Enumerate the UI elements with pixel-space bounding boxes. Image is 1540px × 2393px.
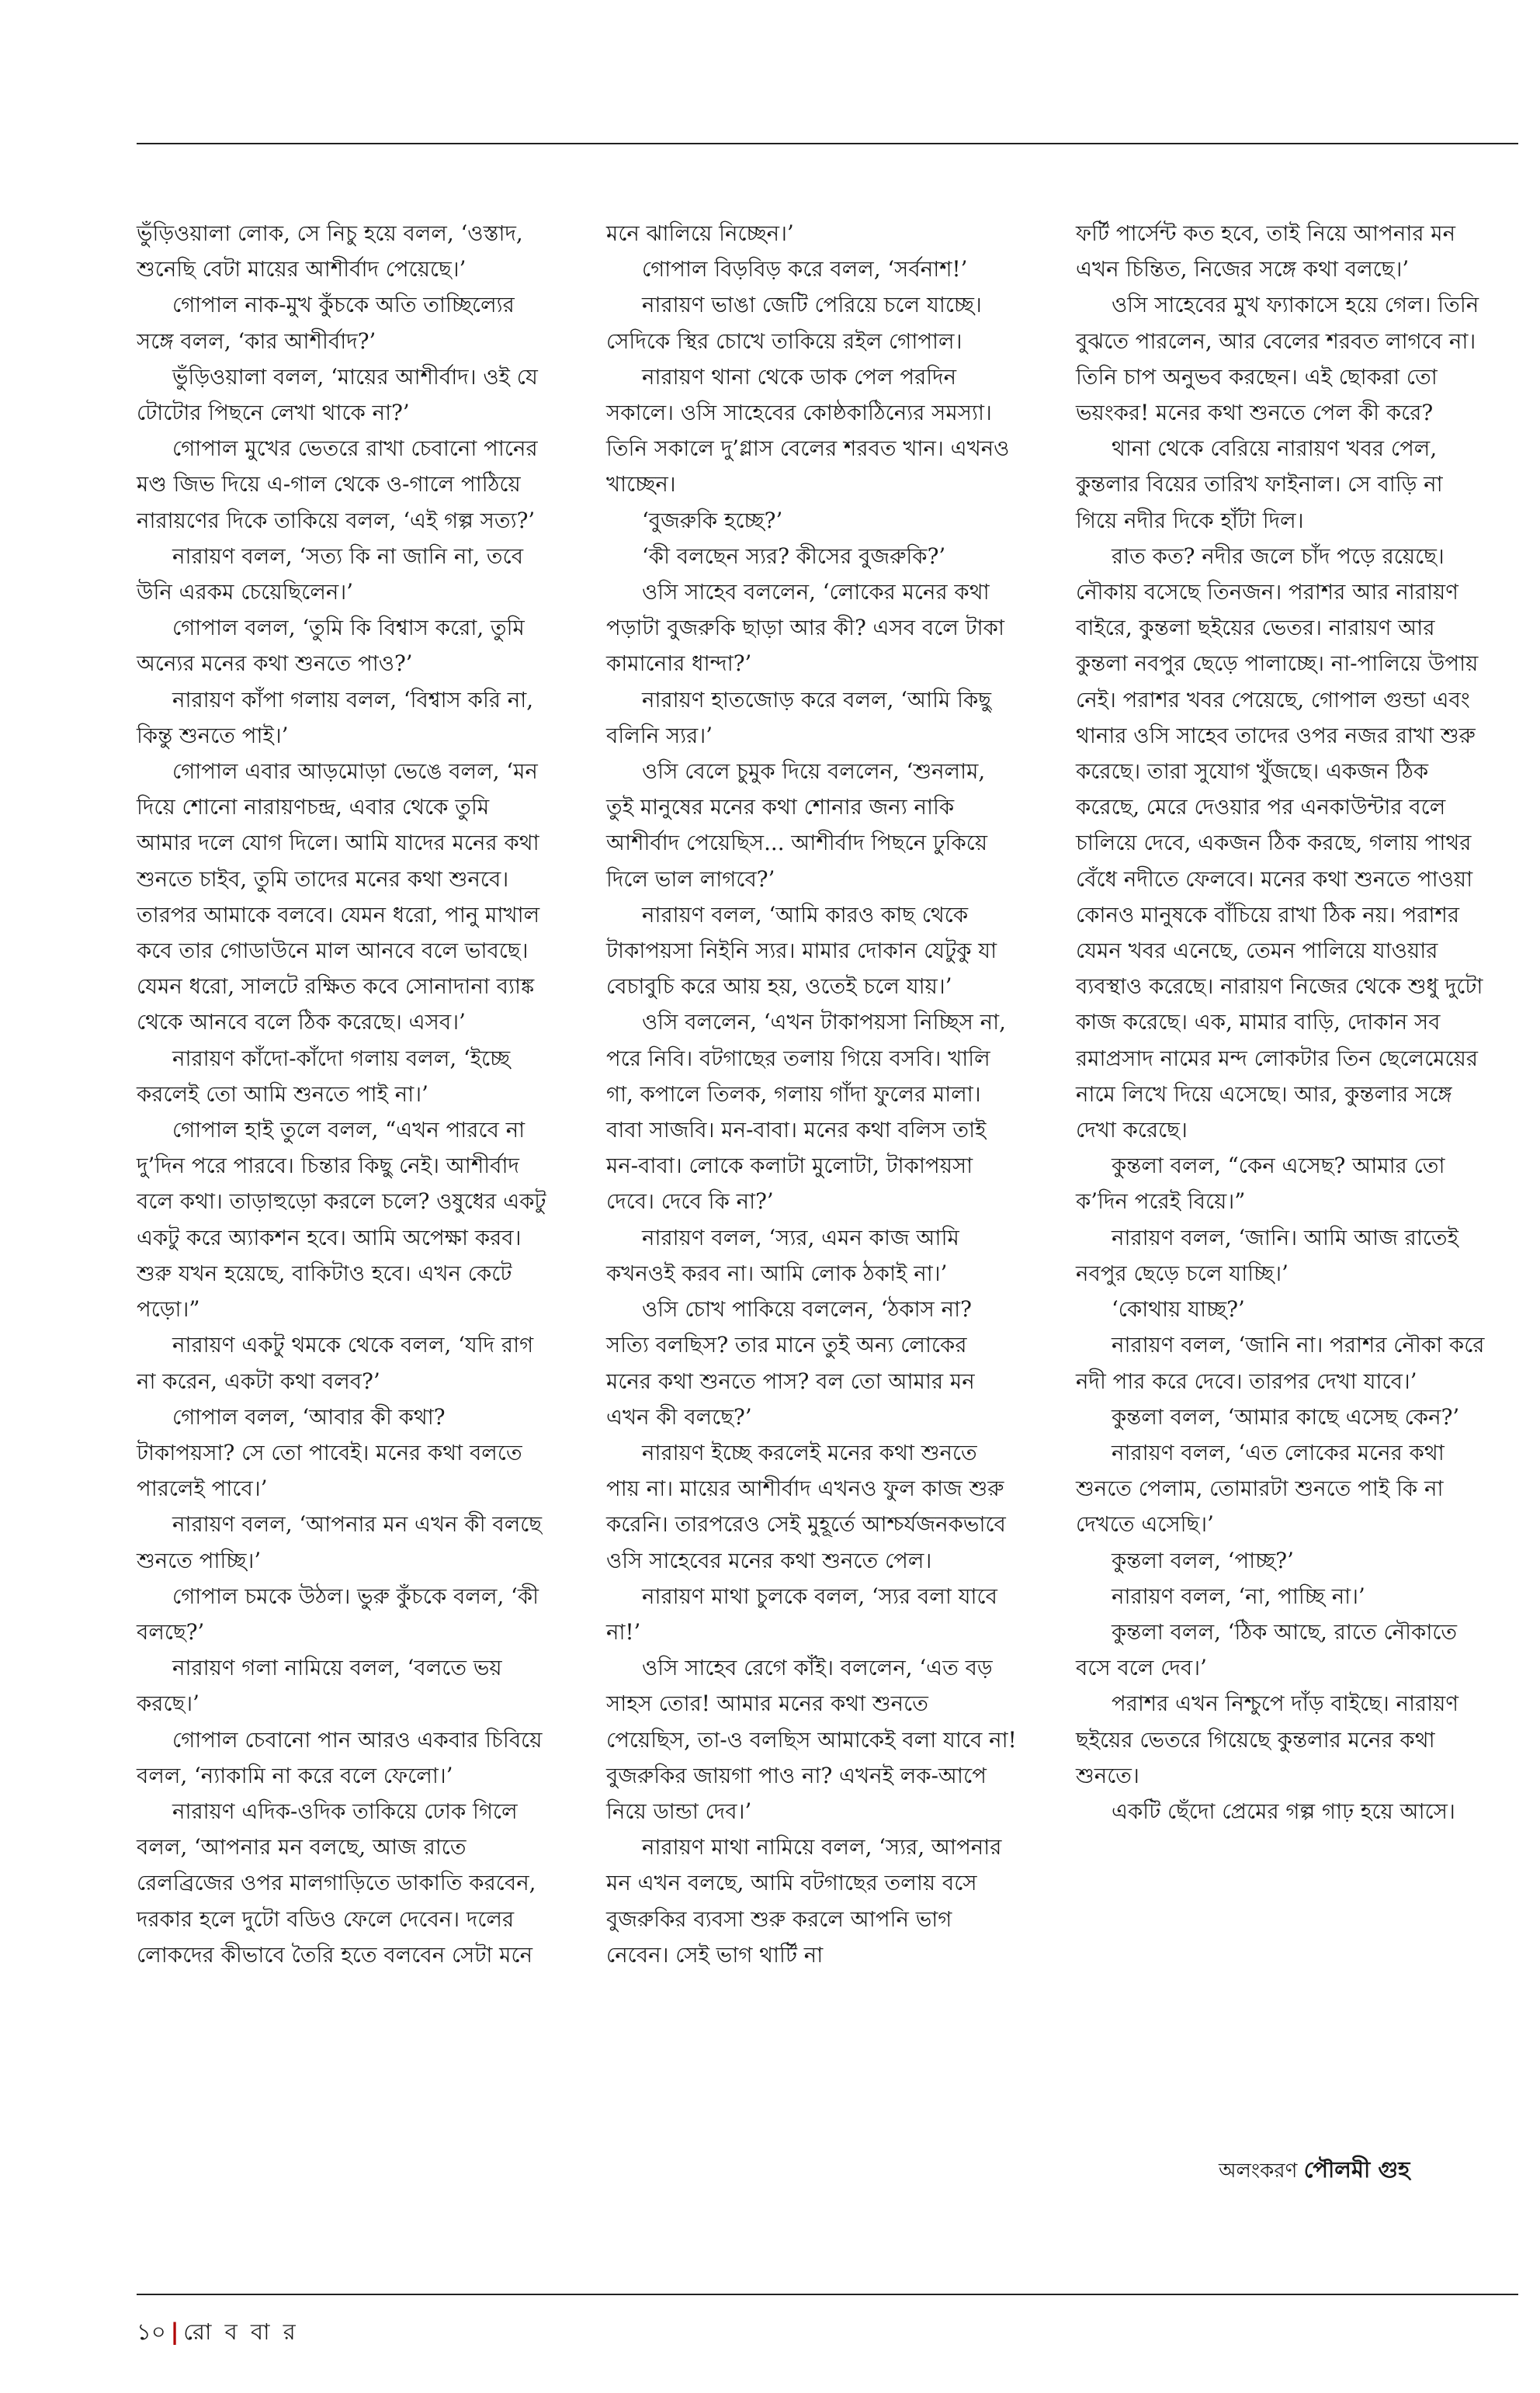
- credit-label: অলংকরণ: [1219, 2159, 1298, 2183]
- paragraph: নারায়ণ ভাঙা জেটি পেরিয়ে চলে যাচ্ছে। সেদিকে স্থির চোখে তাকিয়ে রইল গোপাল।: [606, 292, 982, 354]
- paragraph: নারায়ণ বলল, ‘আমি কারও কাছ থেকে টাকাপয়সা নিইনি স্যর। মামার দোকান যেটুকু যা বেচাবুচি করে আয় হয়, ওতেই চলে যায়।’: [606, 901, 997, 1000]
- paragraph: ওসি সাহেব বললেন, ‘লোকের মনের কথা পড়াটা বুজরুকি ছাড়া আর কী? এসব বলে টাকা কামানোর ধান্দা?’: [606, 579, 1004, 677]
- paragraph: ওসি সাহেব রেগে কাঁই। বললেন, ‘এত বড় সাহস তোর! আমার মনের কথা শুনতে পেয়েছিস, তা-ও বলছিস আমাকেই বলা যাবে না! বুজরুকির জায়গা পাও না? এখনই লক-আপে নিয়ে ডান্ডা দেব।’: [606, 1655, 1017, 1824]
- paragraph: নারায়ণ বলল, ‘সত্য কি না জানি না, তবে উনি এরকম চেয়েছিলেন।’: [137, 543, 524, 605]
- paragraph: নারায়ণ ইচ্ছে করলেই মনের কথা শুনতে পায় না। মায়ের আশীর্বাদ এখনও ফুল কাজ শুরু করেনি। তারপরেও সেই মুহূর্তে আশ্চর্যজনকভাবে ওসি সাহেবের মনের কথা শুনতে পেল।: [606, 1439, 1006, 1573]
- page-footer: [137, 2315, 299, 2353]
- paragraph: নারায়ণ বলল, ‘এত লোকের মনের কথা শুনতে পেলাম, তোমারটা শুনতে পাই কি না দেখতে এসেছি।’: [1076, 1439, 1445, 1538]
- credit-artist: পৌলমী গুহ: [1303, 2156, 1410, 2183]
- paragraph: গোপাল বিড়বিড় করে বলল, ‘সর্বনাশ!’: [642, 256, 968, 283]
- paragraph: ফর্টি পার্সেন্ট কত হবে, তাই নিয়ে আপনার মন এখন চিন্তিত, নিজের সঙ্গে কথা বলছে।’: [1076, 220, 1456, 283]
- paragraph: গোপাল নাক-মুখ কুঁচকে অতি তাচ্ছিল্যের সঙ্গে বলল, ‘কার আশীর্বাদ?’: [137, 292, 515, 354]
- paragraph: ওসি চোখ পাকিয়ে বললেন, ‘ঠকাস না? সত্যি বলছিস? তার মানে তুই অন্য লোকের মনের কথা শুনতে পাস? বল তো আমার মন এখন কী বলছে?’: [606, 1296, 975, 1430]
- paragraph: একটি ছেঁদো প্রেমের গল্প গাঢ় হয়ে আসে।: [1112, 1798, 1455, 1824]
- paragraph: নারায়ণ বলল, ‘জানি না। পরাশর নৌকা করে নদী পার করে দেবে। তারপর দেখা যাবে।’: [1076, 1332, 1485, 1394]
- paragraph: কুন্তলা বলল, ‘আমার কাছে এসেছ কেন?’: [1112, 1403, 1460, 1430]
- paragraph: নারায়ণ এদিক-ওদিক তাকিয়ে ঢোক গিলে বলল, ‘আপনার মন বলছে, আজ রাতে রেলব্রিজের ওপর মালগাড়িতে ডাকাতি করবেন, দরকার হলে দুটো বডিও ফেলে দেবেন। দলের লোকদের কীভাবে তৈরি হতে বলবেন সেটা মনে: [137, 1798, 536, 1968]
- paragraph: পরাশর এখন নিশ্চুপে দাঁড় বাইছে। নারায়ণ ছইয়ের ভেতরে গিয়েছে কুন্তলার মনের কথা শুনতে।: [1076, 1691, 1459, 1788]
- illustration-credit: [1219, 2152, 1410, 2190]
- paragraph: থানা থেকে বেরিয়ে নারায়ণ খবর পেল, কুন্তলার বিয়ের তারিখ ফাইনাল। সে বাড়ি না গিয়ে নদীর দিকে হাঁটা দিল।: [1076, 435, 1443, 533]
- paragraph: রাত কত? নদীর জলে চাঁদ পড়ে রয়েছে। নৌকায় বসেছে তিনজন। পরাশর আর নারায়ণ বাইরে, কুন্তলা ছইয়ের ভেতর। নারায়ণ আর কুন্তলা নবপুর ছেড়ে পালাচ্ছে। না-পালিয়ে উপায় নেই। পরাশর খবর পেয়েছে, গোপাল গুন্ডা এবং থানার ওসি সাহেব তাদের ওপর নজর রাখা শুরু করেছে। তারা সুযোগ খুঁজছে। একজন ঠিক করেছে, মেরে দেওয়ার পর এনকাউন্টার বলে চালিয়ে দেবে, একজন ঠিক করছে, গলায় পাথর বেঁধে নদীতে ফেলবে। মনের কথা শুনতে পাওয়া কোনও মানুষকে বাঁচিয়ে রাখা ঠিক নয়। পরাশর যেমন খবর এনেছে, তেমন পালিয়ে যাওয়ার ব্যবস্থাও করেছে। নারায়ণ নিজের থেকে শুধু দুটো কাজ করেছে। এক, মামার বাড়ি, দোকান সব রমাপ্রসাদ নামের মন্দ লোকটার তিন ছেলেমেয়ের নামে লিখে দিয়ে এসেছে। আর, কুন্তলার সঙ্গে দেখা করেছে।: [1076, 543, 1483, 1143]
- paragraph: নারায়ণ থানা থেকে ডাক পেল পরদিন সকালে। ওসি সাহেবের কোষ্ঠকাঠিন্যের সমস্যা। তিনি সকালে দু’গ্লাস বেলের শরবত খান। এখনও খাচ্ছেন।: [606, 363, 1010, 498]
- paragraph: নারায়ণ বলল, ‘স্যর, এমন কাজ আমি কখনওই করব না। আমি লোক ঠকাই না।’: [606, 1224, 959, 1286]
- paragraph: ‘কোথায় যাচ্ছ?’: [1112, 1296, 1245, 1323]
- paragraph: ওসি সাহেবের মুখ ফ্যাকাসে হয়ে গেল। তিনি বুঝতে পারলেন, আর বেলের শরবত লাগবে না। তিনি চাপ অনুভব করছেন। এই ছোকরা তো ভয়ংকর! মনের কথা শুনতে পেল কী করে?: [1076, 292, 1479, 426]
- paragraph: ওসি বেলে চুমুক দিয়ে বললেন, ‘শুনলাম, তুই মানুষের মনের কথা শোনার জন্য নাকি আশীর্বাদ পেয়েছিস... আশীর্বাদ পিছনে ঢুকিয়ে দিলে ভাল লাগবে?’: [606, 758, 988, 892]
- paragraph: কুন্তলা বলল, “কেন এসেছ? আমার তো ক’দিন পরেই বিয়ে।”: [1076, 1153, 1445, 1215]
- paragraph: গোপাল বলল, ‘তুমি কি বিশ্বাস করো, তুমি অন্যের মনের কথা শুনতে পাও?’: [137, 615, 525, 677]
- paragraph: গোপাল চেবানো পান আরও একবার চিবিয়ে বলল, ‘ন্যাকামি না করে বলে ফেলো।’: [137, 1726, 543, 1788]
- column-2: [606, 216, 1017, 1973]
- magazine-name: রো ব বা র: [183, 2318, 299, 2345]
- paragraph: নারায়ণ বলল, ‘জানি। আমি আজ রাতেই নবপুর ছেড়ে চলে যাচ্ছি।’: [1076, 1224, 1458, 1286]
- column-1: [137, 216, 547, 1973]
- paragraph: নারায়ণ কাঁদো-কাঁদো গলায় বলল, ‘ইচ্ছে করলেই তো আমি শুনতে পাই না।’: [137, 1045, 511, 1107]
- paragraph: গোপাল হাই তুলে বলল, “এখন পারবে না দু’দিন পরে পারবে। চিন্তার কিছু নেই। আশীর্বাদ বলে কথা। তাড়াহুড়ো করলে চলে? ওষুধের একটু একটু করে অ্যাকশন হবে। আমি অপেক্ষা করব। শুরু যখন হয়েছে, বাকিটাও হবে। এখন কেটে পড়ো।”: [137, 1117, 546, 1323]
- paragraph: ‘বুজরুকি হচ্ছে?’: [642, 507, 783, 533]
- paragraph: ‘কী বলছেন স্যর? কীসের বুজরুকি?’: [642, 543, 946, 569]
- paragraph: নারায়ণ গলা নামিয়ে বলল, ‘বলতে ভয় করছে।’: [137, 1655, 502, 1717]
- article-body: [137, 216, 1487, 1973]
- paragraph: নারায়ণ বলল, ‘আপনার মন এখন কী বলছে শুনতে পাচ্ছি।’: [137, 1511, 543, 1573]
- paragraph: গোপাল এবার আড়মোড়া ভেঙে বলল, ‘মন দিয়ে শোনো নারায়ণচন্দ্র, এবার থেকে তুমি আমার দলে যোগ দিলে। আমি যাদের মনের কথা শুনতে চাইব, তুমি তাদের মনের কথা শুনবে। তারপর আমাকে বলবে। যেমন ধরো, পানু মাখাল কবে তার গোডাউনে মাল আনবে বলে ভাবছে। যেমন ধরো, সালটে রক্ষিত কবে সোনাদানা ব্যাঙ্ক থেকে আনবে বলে ঠিক করেছে। এসব।’: [137, 758, 540, 1035]
- footer-divider: |: [170, 2318, 179, 2345]
- paragraph: ওসি বললেন, ‘এখন টাকাপয়সা নিচ্ছিস না, পরে নিবি। বটগাছের তলায় গিয়ে বসবি। খালি গা, কপালে তিলক, গলায় গাঁদা ফুলের মালা। বাবা সাজবি। মন-বাবা। মনের কথা বলিস তাই মন-বাবা। লোকে কলাটা মুলোটা, টাকাপয়সা দেবে। দেবে কি না?’: [606, 1009, 1006, 1215]
- paragraph: নারায়ণ মাথা নামিয়ে বলল, ‘স্যর, আপনার মন এখন বলছে, আমি বটগাছের তলায় বসে বুজরুকির ব্যবসা শুরু করলে আপনি ভাগ নেবেন। সেই ভাগ থার্টি না: [606, 1834, 1002, 1968]
- paragraph: ভুঁড়িওয়ালা বলল, ‘মায়ের আশীর্বাদ। ওই যে টোটোর পিছনে লেখা থাকে না?’: [137, 363, 538, 426]
- paragraph: নারায়ণ বলল, ‘না, পাচ্ছি না।’: [1112, 1583, 1365, 1609]
- paragraph: গোপাল বলল, ‘আবার কী কথা? টাকাপয়সা? সে তো পাবেই। মনের কথা বলতে পারলেই পাবে।’: [137, 1403, 522, 1502]
- paragraph: নারায়ণ কাঁপা গলায় বলল, ‘বিশ্বাস করি না, কিন্তু শুনতে পাই।’: [137, 686, 534, 748]
- paragraph: গোপাল মুখের ভেতরে রাখা চেবানো পানের মণ্ড জিভ দিয়ে এ-গাল থেকে ও-গালে পাঠিয়ে নারায়ণের দিকে তাকিয়ে বলল, ‘এই গল্প সত্য?’: [137, 435, 538, 533]
- paragraph: মনে ঝালিয়ে নিচ্ছেন।’: [606, 220, 794, 246]
- page-number: ১০: [137, 2318, 166, 2345]
- paragraph: গোপাল চমকে উঠল। ভুরু কুঁচকে বলল, ‘কী বলছে?’: [137, 1583, 539, 1645]
- paragraph: নারায়ণ মাথা চুলকে বলল, ‘স্যর বলা যাবে না!’: [606, 1583, 997, 1645]
- column-3: [1076, 216, 1486, 1973]
- paragraph: নারায়ণ হাতজোড় করে বলল, ‘আমি কিছু বলিনি স্যর।’: [606, 686, 992, 748]
- bottom-rule: [137, 2294, 1518, 2295]
- paragraph: কুন্তলা বলল, ‘ঠিক আছে, রাতে নৌকাতে বসে বলে দেব।’: [1076, 1618, 1458, 1681]
- paragraph: কুন্তলা বলল, ‘পাচ্ছ?’: [1112, 1547, 1294, 1573]
- paragraph: ভুঁড়িওয়ালা লোক, সে নিচু হয়ে বলল, ‘ওস্তাদ, শুনেছি বেটা মায়ের আশীর্বাদ পেয়েছে।’: [137, 220, 523, 283]
- top-rule: [137, 143, 1518, 144]
- paragraph: নারায়ণ একটু থমকে থেকে বলল, ‘যদি রাগ না করেন, একটা কথা বলব?’: [137, 1332, 534, 1394]
